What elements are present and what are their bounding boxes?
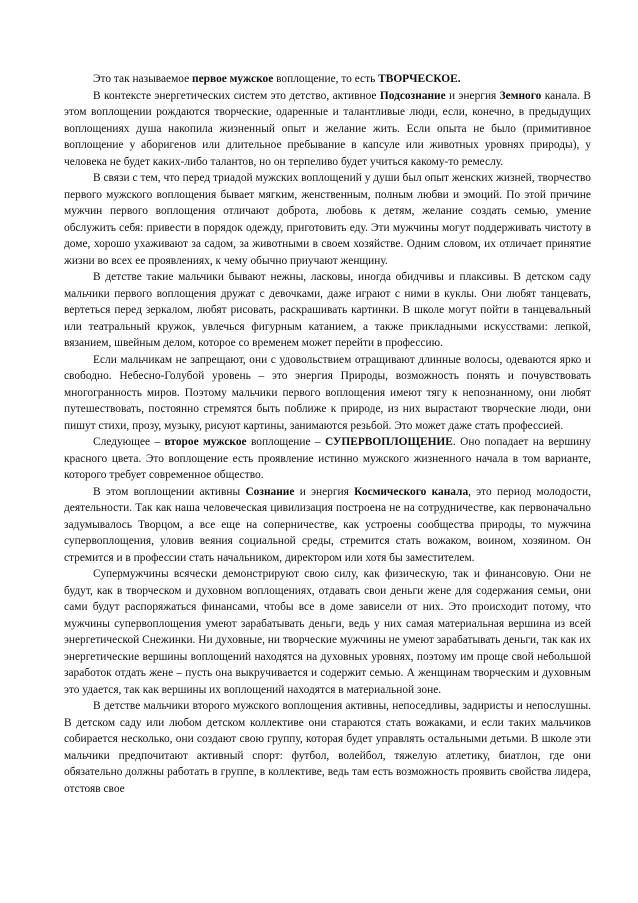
bold-text-run: СУПЕРВОПЛОЩЕНИЕ <box>324 436 453 448</box>
text-run: Это так называемое <box>93 73 193 85</box>
paragraph <box>64 566 591 698</box>
text-run: В контексте энергетических систем это детство, активное <box>93 89 380 102</box>
text-run: В связи с тем, что перед триадой мужских воплощений у души был опыт женских жизней, творчество первого мужского воплощения бывает мягким, женственным, полным любви и эмоций. По этой причине мужчин первого воплощения отличают доброта, любовь к детям, желание создать семью, умение обслужить себя: привести в порядок одежду, приготовить еду. Эти мужчины могут поддерживать чистоту в доме, хорошо ухаживают за садом, за животными в своем хозяйстве. Одним словом, их отличает принятие жизни во всех ее проявлениях, к чему обычно приучают женщину. <box>64 172 591 267</box>
paragraph <box>64 352 591 435</box>
bold-text-run: первое мужское <box>192 73 274 85</box>
paragraph <box>64 269 591 352</box>
text-run: и энергия <box>294 485 355 498</box>
text-run: В этом воплощении активны <box>93 485 246 498</box>
bold-text-run: Сознание <box>245 485 295 498</box>
paragraph <box>64 88 591 171</box>
text-run: . Оно попадает на вершину красного цвета. Это воплощение есть проявление истинно мужского жизненного начала в том варианте, которого требует современное общество. <box>64 436 591 481</box>
bold-text-run: ТВОРЧЕСКОЕ. <box>378 73 461 85</box>
text-run: В детстве такие мальчики бывают нежны, ласковы, иногда обидчивы и плаксивы. В детском саду мальчики первого воплощения дружат с девочками, даже играют с ними в куклы. Они любят танцевать, вертеться перед зеркалом, любят рисовать, раскрашивать картинки. В школе могут пойти в танцевальный или театральный кружок, увлечься фигурным катанием, а также прикладными искусствами: лепкой, вязанием, швейным делом, которое со временем может перейти в профессию. <box>64 271 591 349</box>
paragraph <box>64 698 591 797</box>
text-run: воплощение, то есть <box>273 73 379 85</box>
paragraph <box>64 434 591 484</box>
bold-text-run: Подсознание <box>379 89 446 102</box>
text-run: канала. В этом воплощении рождаются творческие, одаренные и талантливые люди, если, конечно, в предыдущих воплощениях душа накопила жизненный опыт и желание жить. Если опыта не было (примитивное воплощение у аборигенов или длительное пребывание в капсуле или животных уровнях природы), у человека не будет каких-либо талантов, но он терпеливо будет учиться какому-то ремеслу. <box>64 89 591 168</box>
paragraph <box>64 170 591 269</box>
paragraph <box>64 71 591 88</box>
paragraph <box>64 484 591 567</box>
text-run: воплощение – <box>246 436 325 448</box>
bold-text-run: Земного <box>499 89 542 102</box>
document-page <box>64 71 591 797</box>
text-run: Если мальчикам не запрещают, они с удовольствием отращивают длинные волосы, одеваются ярко и свободно. Небесно-Голубой уровень – это энергия Природы, возможность понять и почувствовать многогранность миров. Поэтому мальчики первого воплощения имеют тягу к непознанному, они любят путешествовать, постоянно стремятся быть поближе к природе, из них вырастают творческие люди, они пишут стихи, прозу, музыку, рисуют картины, занимаются резьбой. Это может даже стать профессией. <box>64 353 591 432</box>
text-run: , это период молодости, деятельности. Так как наша человеческая цивилизация построена не на сотрудничестве, как первоначально задумывалось Творцом, а все еще на соперничестве, как устроены сообщества природы, то мужчина супервоплощения, уловив веяния социальной среды, стремится стать вожаком, воином, хозяином. Он стремится и в профессии стать начальником, директором или хотя бы заместителем. <box>64 485 591 564</box>
text-run: и энергия <box>445 89 500 102</box>
text-run: В детстве мальчики второго мужского воплощения активны, непоседливы, задиристы и непослушны. В детском саду или любом детском коллективе они стараются стать вожаками, и если таких мальчиков собирается несколько, они создают свою группу, которая будет управлять остальными детьми. В школе эти мальчики предпочитают активный спорт: футбол, волейбол, тяжелую атлетику, биатлон, где они обязательно должны работать в группе, в коллективе, ведь там есть возможность проявить свойства лидера, отстояв свое <box>64 700 591 795</box>
bold-text-run: второе мужское <box>164 436 247 448</box>
text-run: Супермужчины всячески демонстрируют свою силу, как физическую, так и финансовую. Они не будут, как в творческом и духовном воплощениях, отдавать свои деньги жене для содержания семьи, они сами будут распоряжаться финансами, чтобы все в доме зависели от них. Это происходит потому, что мужчины супервоплощения умеют зарабатывать деньги, ведь у них самая материальная вершина из всей энергетической Снежинки. Ни духовные, ни творческие мужчины не умеют зарабатывать деньги, так как их энергетические вершины воплощений находятся на духовных уровнях, поэтому им проще свой небольшой заработок отдать жене – пусть она выкручивается и содержит семью. А женщинам творческим и духовным это удается, так как вершины их воплощений находятся в материальной зоне. <box>64 568 591 696</box>
bold-text-run: Космического канала <box>354 485 469 498</box>
text-run: Следующее – <box>93 436 165 448</box>
